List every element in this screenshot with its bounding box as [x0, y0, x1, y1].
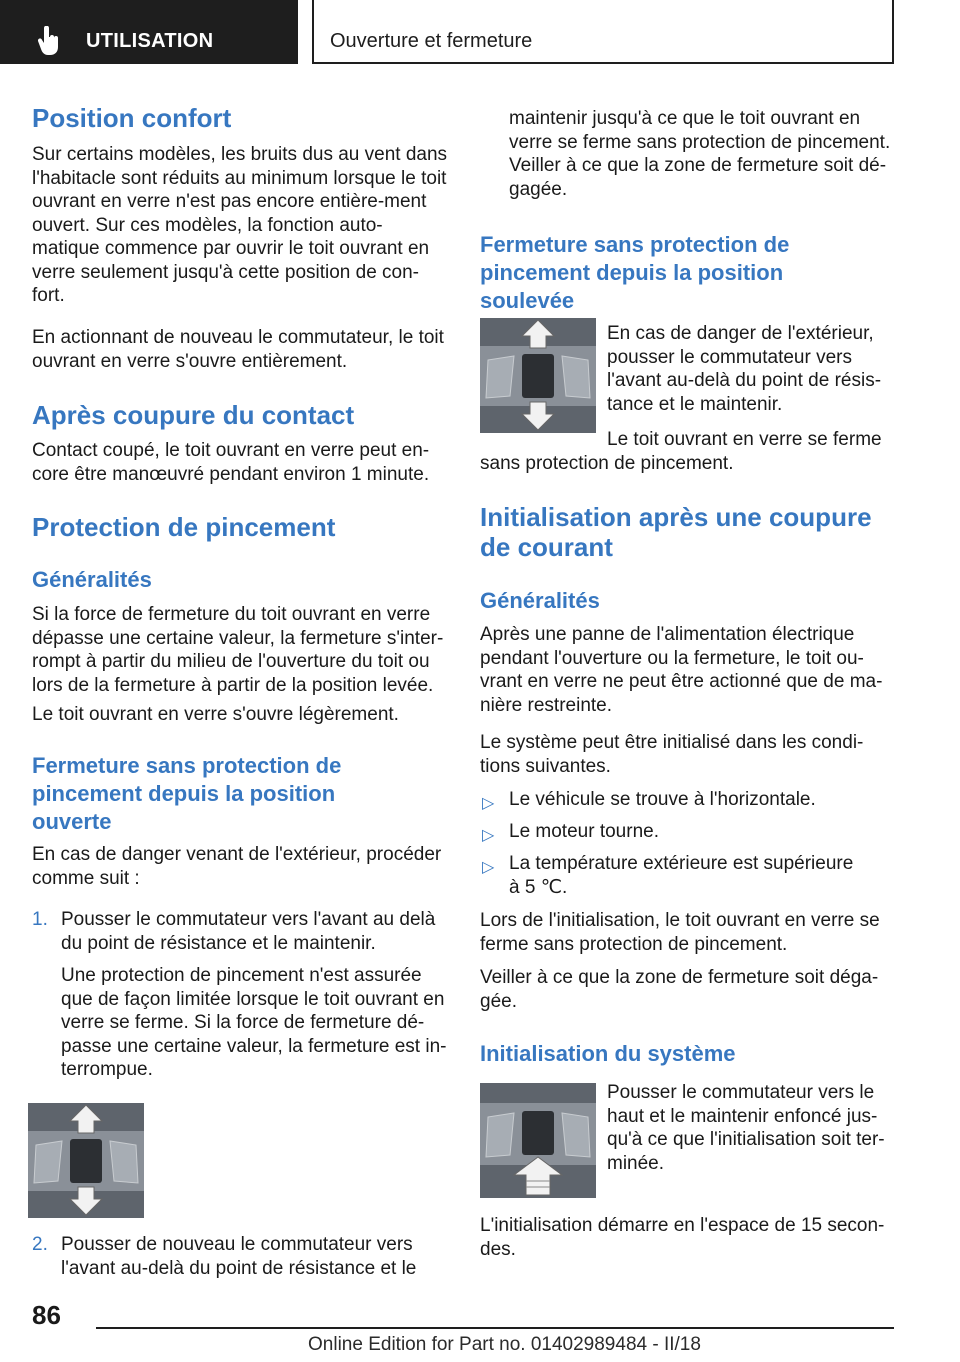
section-tab [0, 0, 298, 64]
switch-photo-forward [28, 1103, 144, 1218]
heading-initialisation: Initialisation après une coupure de courant [480, 502, 872, 562]
heading-init-systeme: Initialisation du système [480, 1041, 736, 1066]
bullet-icon: ▷ [482, 795, 495, 812]
page-number: 86 [32, 1300, 61, 1330]
heading-fermeture-ouverte: Fermeture sans protection de pincement depuis la position ouverte [32, 753, 342, 834]
paragraph: Si la force de fermeture du toit ouvrant en verre dépasse une certaine valeur, la fermeture s'inter-rompt à partir du milieu de l'ouverture du toit ou lors de la fermeture à partir de la position levée. [32, 604, 444, 696]
list-item: Le moteur tourne. [509, 821, 659, 842]
paragraph: En cas de danger de l'extérieur, pousser le commutateur vers l'avant au-delà du point de résis-tance et le maintenir. [607, 323, 882, 415]
step-text: Pousser de nouveau le commutateur vers l'avant au-delà du point de résistance et le [61, 1234, 417, 1279]
heading-generalites: Généralités [32, 567, 152, 592]
footer-divider [96, 1327, 894, 1329]
paragraph: Le système peut être initialisé dans les condi-tions suivantes. [480, 732, 864, 777]
heading-generalites: Généralités [480, 588, 600, 613]
step-number: 1. [32, 909, 48, 930]
page-header [0, 0, 960, 66]
list-item: La température extérieure est supérieure à 5 ℃. [509, 853, 854, 898]
switch-photo-up [480, 1083, 596, 1198]
paragraph: maintenir jusqu'à ce que le toit ouvrant en verre se ferme sans protection de pincement. Veiller à ce que la zone de fermeture soit dé-gagée. [509, 108, 891, 200]
paragraph: Contact coupé, le toit ouvrant en verre peut en-core être manœuvré pendant environ 1 minute. [32, 440, 430, 485]
paragraph: L'initialisation démarre en l'espace de 15 secon-des. [480, 1215, 885, 1260]
heading-apres-coupure: Après coupure du contact [32, 400, 355, 430]
chapter-title: Ouverture et fermeture [330, 30, 533, 52]
switch-photo-forward [480, 318, 596, 433]
bullet-icon: ▷ [482, 827, 495, 844]
paragraph: En cas de danger venant de l'extérieur, procéder comme suit : [32, 844, 442, 889]
paragraph: En actionnant de nouveau le commutateur, le toit ouvrant en verre s'ouvre entièrement. [32, 327, 444, 372]
pointing-hand-icon [38, 26, 62, 56]
paragraph: Après une panne de l'alimentation électrique pendant l'ouverture ou la fermeture, le toit ou-vrant en verre ne peut être actionné que de ma-nière restreinte. [480, 624, 883, 716]
paragraph: Le toit ouvrant en verre s'ouvre légèrement. [32, 704, 399, 725]
paragraph: Pousser le commutateur vers le haut et le maintenir enfoncé jus-qu'à ce que l'initialisation soit ter-minée. [607, 1082, 885, 1174]
paragraph: Lors de l'initialisation, le toit ouvrant en verre se ferme sans protection de pincement. [480, 910, 880, 955]
paragraph: Le toit ouvrant en verre se ferme sans protection de pincement. [480, 429, 882, 474]
paragraph: Veiller à ce que la zone de fermeture soit déga-gée. [480, 967, 879, 1012]
bullet-icon: ▷ [482, 859, 495, 876]
paragraph: Sur certains modèles, les bruits dus au vent dans l'habitacle sont réduits au minimum lorsque le toit ouvrant en verre n'est pas encore entière-ment ouvert. Sur ces modèles, la fonction auto-matique commence par ouvrir le toit ouvrant en verre seulement jusqu'à cette position de con-fort. [32, 144, 448, 306]
edition-info: Online Edition for Part no. 01402989484 - II/18 [308, 1334, 701, 1355]
chapter-tab [312, 0, 894, 64]
list-item: Le véhicule se trouve à l'horizontale. [509, 789, 816, 810]
step-note: Une protection de pincement n'est assurée que de façon limitée lorsque le toit ouvrant en verre se ferme. Si la force de fermeture dé-passe une certaine valeur, la fermeture est in-terrompue. [61, 965, 447, 1080]
step-number: 2. [32, 1234, 48, 1255]
step-text: Pousser le commutateur vers l'avant au delà du point de résistance et le maintenir. [61, 909, 436, 954]
heading-protection-pincement: Protection de pincement [32, 512, 336, 542]
section-title: UTILISATION [86, 30, 214, 52]
heading-position-confort: Position confort [32, 103, 232, 133]
heading-fermeture-soulevee: Fermeture sans protection de pincement depuis la position soulevée [480, 232, 790, 313]
